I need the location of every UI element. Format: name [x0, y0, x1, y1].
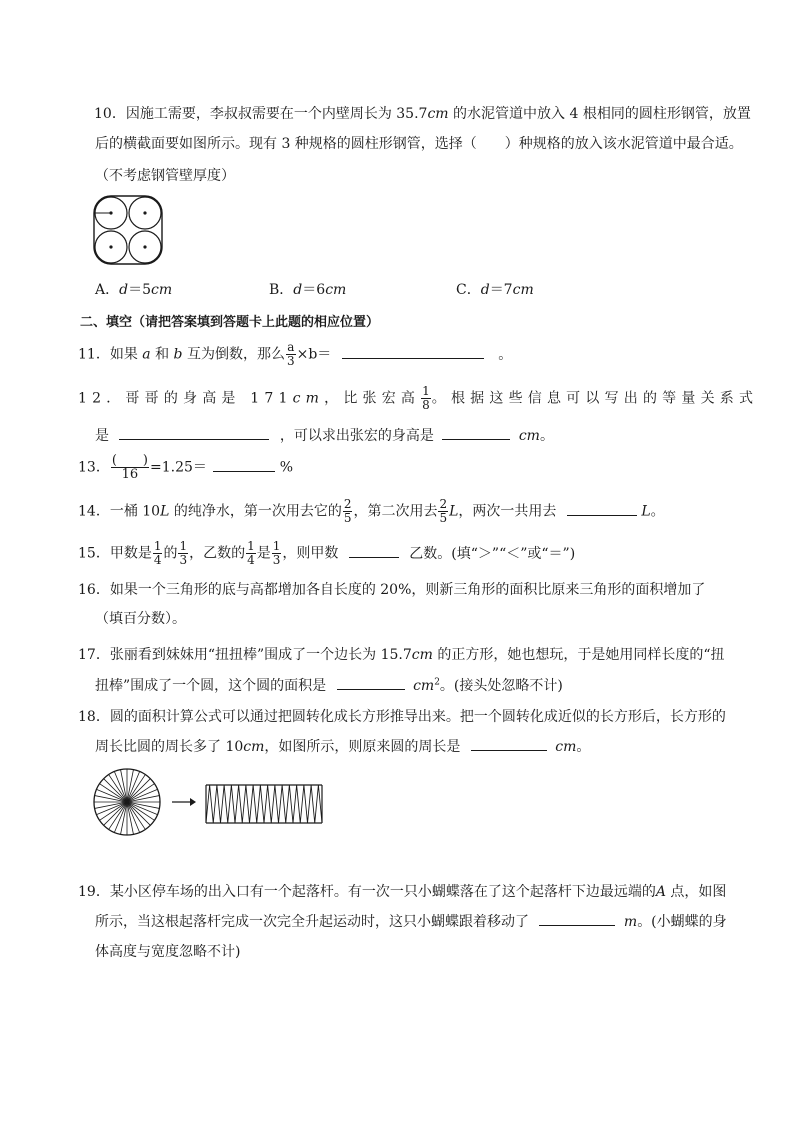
- sector-line: [104, 802, 127, 825]
- answer-blank[interactable]: [539, 911, 615, 926]
- answer-blank[interactable]: [567, 501, 637, 516]
- q15: 15．甲数是 $\frac{1}{4}$ 的 $\frac{1}{3}$ ，乙数的 $\frac{1}{4}$ 是 $\frac{1}{3}$ ，则甲数 乙数。(填“＞”“＜”或“＝”): [78, 539, 576, 567]
- q10-line2: 后的横截面要如图所示。现有 3 种规格的圆柱形钢管，选择（ ）种规格的放入该水泥管道中最合适。: [95, 136, 743, 152]
- center-dot: [143, 245, 146, 248]
- fraction: $\frac{1}{3}$: [272, 539, 281, 567]
- zigzag-lines: [206, 785, 322, 823]
- fraction: $\frac{1}{4}$: [153, 539, 162, 567]
- answer-blank[interactable]: [442, 425, 510, 440]
- section-title: 二、填空（请把答案填到答题卡上此题的相应位置）: [80, 315, 380, 330]
- fraction: $\frac{( )}{16}$: [111, 453, 148, 482]
- q10-line3: （不考虑钢管壁厚度）: [95, 168, 235, 184]
- answer-blank[interactable]: [471, 736, 547, 751]
- q19-line3: 体高度与宽度忽略不计): [95, 944, 241, 960]
- option-c[interactable]: C．d＝7cm: [456, 282, 534, 298]
- q10-text: 的水泥管道中放入 4 根相同的圆柱形钢管，放置: [448, 106, 751, 122]
- q18-line2: 周长比圆的周长多了 10cm，如图所示，则原来圆的周长是 cm。: [95, 736, 590, 756]
- q19-line2: 所示，当这根起落杆完成一次完全升起运动时，这只小蝴蝶跟着移动了 m。(小蝴蝶的身: [95, 911, 727, 931]
- fraction: $\frac{1}{4}$: [247, 539, 255, 567]
- answer-blank[interactable]: [349, 543, 399, 558]
- fraction: $\frac{2}{5}$: [343, 497, 352, 525]
- sector-line: [127, 779, 150, 802]
- fraction: $\frac{1}{3}$: [179, 539, 188, 567]
- center-dot: [109, 245, 112, 248]
- q17-line1: 17．张丽看到妹妹用“扭扭棒”围成了一个边长为 15.7cm 的正方形，她也想玩，于是她用同样长度的“扭: [78, 647, 725, 663]
- approx-rectangle: [206, 785, 322, 823]
- pipe-outline: [94, 196, 162, 264]
- answer-blank[interactable]: [342, 344, 484, 359]
- answer-blank[interactable]: [119, 425, 269, 440]
- center-dot: [143, 211, 146, 214]
- four-pipes-figure: [93, 195, 163, 265]
- arrow-icon: [190, 798, 196, 806]
- fraction: $\frac{2}{5}$: [439, 497, 448, 525]
- q17-line2: 扭棒”围成了一个圆，这个圆的面积是 $cm^2$。(接头处忽略不计): [95, 675, 563, 695]
- answer-blank[interactable]: [213, 457, 275, 472]
- q18-line1: 18．圆的面积计算公式可以通过把圆转化成长方形推导出来。把一个圆转化成近似的长方形后，长方形的: [78, 709, 726, 725]
- q12-line1: 12．哥哥的身高是 171cm，比张宏高 $\frac{1}{8}$ 。根据这些信息可以写出的等量关系式: [78, 384, 759, 412]
- fraction: $\frac{a}{3}$: [286, 340, 295, 368]
- answer-blank[interactable]: [337, 675, 405, 690]
- center-dot: [109, 211, 112, 214]
- q12-line2: 是 ，可以求出张宏的身高是 cm。: [95, 425, 554, 445]
- q19-line1: 19．某小区停车场的出入口有一个起落杆。有一次一只小蝴蝶落在了这个起落杆下边最远端的A 点，如图: [78, 884, 727, 900]
- q16-line1: 16．如果一个三角形的底与高都增加各自长度的 20%，则新三角形的面积比原来三角形的面积增加了: [78, 582, 706, 598]
- q13: 13． $\frac{( )}{16}$ =1.25＝ %: [78, 453, 294, 482]
- option-a[interactable]: A．d＝5cm: [95, 282, 173, 298]
- question-number: 10．: [94, 106, 126, 122]
- fraction: $\frac{1}{8}$: [422, 384, 430, 412]
- q14: 14．一桶 10L 的纯净水，第一次用去它的 $\frac{2}{5}$ ，第二次用去 $\frac{2}{5}$ L，两次一共用去 L。: [78, 497, 665, 525]
- q10-line1: [94, 103, 751, 123]
- q11: 11．如果 a 和 b 互为倒数，那么 $\frac{a}{3}$ ×b＝ 。: [78, 340, 513, 368]
- q10-text: 因施工需要，李叔叔需要在一个内壁周长为 35.7: [125, 106, 428, 122]
- option-b[interactable]: B．d＝6cm: [269, 282, 347, 298]
- unit: cm: [427, 106, 449, 122]
- sector-line: [104, 779, 127, 802]
- sector-line: [127, 802, 150, 825]
- q16-line2: （填百分数）。: [95, 611, 186, 627]
- circle-to-rectangle-figure: [92, 767, 332, 837]
